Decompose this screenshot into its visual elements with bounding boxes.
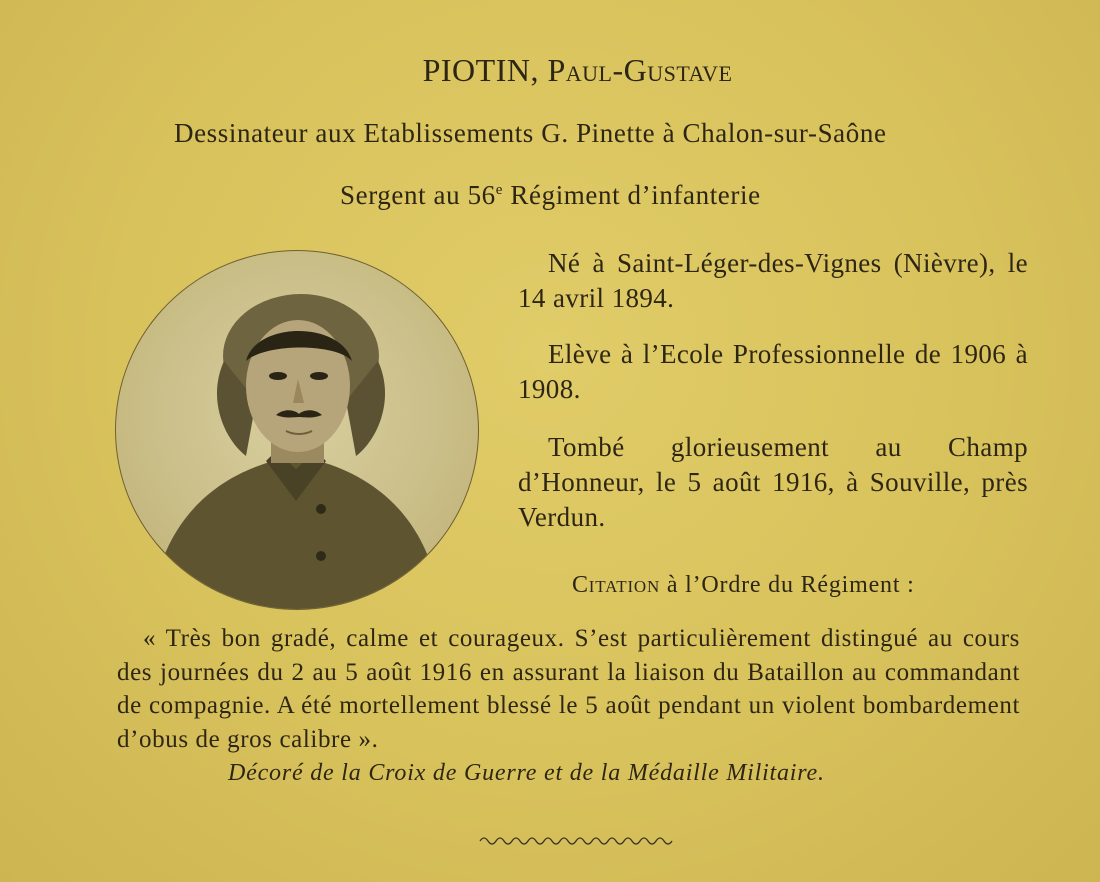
soldier-portrait bbox=[115, 250, 479, 610]
rank-suffix: Régiment d’infanterie bbox=[503, 180, 761, 210]
birth-paragraph bbox=[518, 246, 1028, 316]
citation-heading bbox=[572, 572, 992, 599]
surname: PIOTIN, bbox=[422, 52, 539, 88]
ornament-divider bbox=[478, 832, 674, 846]
death-text: Tombé glorieusement au Champ d’Honneur, le 5 août 1916, à Souville, près Verdun. bbox=[518, 432, 1028, 532]
page-title bbox=[0, 52, 1100, 89]
death-paragraph bbox=[518, 430, 1028, 535]
citation-paragraph bbox=[117, 622, 1020, 756]
citation-heading-rest: à l’Ordre du Régiment : bbox=[660, 572, 915, 598]
school-paragraph bbox=[518, 337, 1028, 407]
citation-label: Citation bbox=[572, 572, 661, 598]
school-text: Elève à l’Ecole Professionnelle de 1906 à 1908. bbox=[518, 339, 1028, 404]
rank-superscript: e bbox=[495, 182, 504, 198]
decoration-line: Décoré de la Croix de Guerre et de la Médaille Militaire. bbox=[228, 760, 825, 786]
citation-text: « Très bon gradé, calme et courageux. S’est particulièrement distingué au cours des journées du 2 au 5 août 1916 en assurant la liaison du Bataillon au commandant de compagnie. A été mortellement blessé le 5 août pendant un violent bombardement d’obus de gros calibre ». bbox=[117, 625, 1020, 753]
birth-text: Né à Saint-Léger-des-Vignes (Nièvre), le 14 avril 1894. bbox=[518, 248, 1028, 313]
given-names: Paul-Gustave bbox=[547, 52, 733, 88]
rank-line bbox=[340, 180, 840, 211]
occupation-line: Dessinateur aux Etablissements G. Pinette à Chalon-sur-Saône bbox=[174, 118, 887, 148]
rank-prefix: Sergent au 56 bbox=[340, 180, 496, 210]
